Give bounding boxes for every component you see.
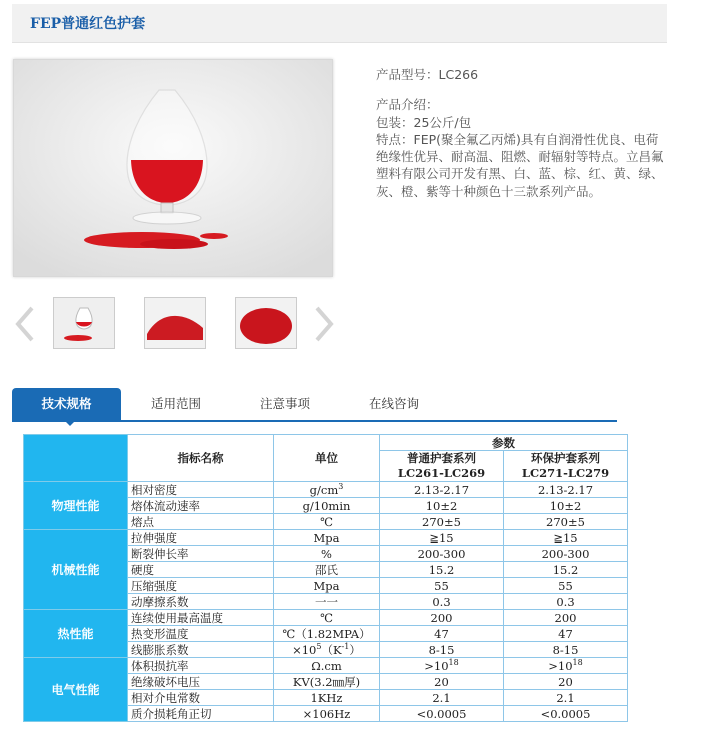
row-value-1: 200-300: [380, 546, 504, 562]
col-header-name: 指标名称: [128, 435, 274, 482]
row-value-1: 55: [380, 578, 504, 594]
row-unit: Mpa: [274, 578, 380, 594]
row-value-2: $>10^{18}$: [504, 658, 628, 674]
row-name: 相对密度: [128, 482, 274, 498]
row-name: 线膨胀系数: [128, 642, 274, 658]
row-value-1: 10±2: [380, 498, 504, 514]
row-name: 动摩擦系数: [128, 594, 274, 610]
row-value-2: <0.0005: [504, 706, 628, 722]
row-unit: Ω.cm: [274, 658, 380, 674]
table-corner: [24, 435, 128, 482]
row-name: 体积损抗率: [128, 658, 274, 674]
row-value-1: 0.3: [380, 594, 504, 610]
category-thermal: 热性能: [24, 610, 128, 658]
row-value-1: 15.2: [380, 562, 504, 578]
row-value-1: <0.0005: [380, 706, 504, 722]
category-physical: 物理性能: [24, 482, 128, 530]
row-unit: ℃: [274, 514, 380, 530]
category-electrical: 电气性能: [24, 658, 128, 722]
row-unit: KV(3.2㎜厚): [274, 674, 380, 690]
row-value-2: 55: [504, 578, 628, 594]
row-value-2: 2.1: [504, 690, 628, 706]
row-value-2: 10±2: [504, 498, 628, 514]
tab-applications[interactable]: 适用范围: [150, 396, 201, 411]
row-unit: 一一: [274, 594, 380, 610]
table-row: [24, 658, 628, 674]
row-unit: %: [274, 546, 380, 562]
thumbnail-3[interactable]: [235, 297, 297, 349]
row-name: 连续使用最高温度: [128, 610, 274, 626]
category-mechanical: 机械性能: [24, 530, 128, 610]
row-name: 拉伸强度: [128, 530, 274, 546]
series-1-range: LC261-LC269: [397, 466, 486, 480]
series-1-title: 普通护套系列: [407, 451, 476, 465]
row-value-2: 47: [504, 626, 628, 642]
row-name: 相对介电常数: [128, 690, 274, 706]
col-header-series-2: [504, 451, 628, 482]
row-value-2: ≧15: [504, 530, 628, 546]
tab-consult[interactable]: 在线咨询: [368, 396, 419, 411]
row-value-1: 20: [380, 674, 504, 690]
product-info: [376, 66, 666, 200]
row-value-1: 270±5: [380, 514, 504, 530]
product-package: 包装：25公斤/包: [376, 114, 472, 130]
tab-tech-specs[interactable]: 技术规格: [12, 388, 121, 420]
product-main-image: [13, 59, 333, 277]
row-unit: 1KHz: [274, 690, 380, 706]
row-value-1: 200: [380, 610, 504, 626]
row-unit: 邵氏: [274, 562, 380, 578]
row-value-2: 0.3: [504, 594, 628, 610]
page-title-bar: [12, 4, 667, 43]
col-header-params: 参数: [380, 435, 628, 451]
row-name: 熔点: [128, 514, 274, 530]
spec-table: [23, 434, 628, 722]
col-header-series-1: [380, 451, 504, 482]
row-value-1: $>10^{18}$: [380, 658, 504, 674]
page-title: FEP普通红色护套: [30, 16, 146, 32]
product-feature: 特点：FEP(聚全氟乙丙烯)具有自润滑性优良、电荷绝缘性优异、耐高温、阻燃、耐辐射等特点。立昌氟塑料有限公司开发有黑、白、蓝、棕、红、黄、绿、灰、橙、紫等十种颜色十三款系列产品。: [376, 131, 664, 199]
row-value-1: 2.1: [380, 690, 504, 706]
row-name: 硬度: [128, 562, 274, 578]
next-arrow-icon[interactable]: [311, 304, 337, 344]
table-row: [24, 482, 628, 498]
row-value-2: 8-15: [504, 642, 628, 658]
row-unit: $g/cm^3$: [274, 482, 380, 498]
row-value-1: 2.13-2.17: [380, 482, 504, 498]
table-row: [24, 530, 628, 546]
tab-notes[interactable]: 注意事项: [259, 396, 310, 411]
row-name: 绝缘破坏电压: [128, 674, 274, 690]
row-unit: $\times 10^5(K^{-1})$: [274, 642, 380, 658]
series-2-range: LC271-LC279: [521, 466, 610, 480]
row-value-1: ≧15: [380, 530, 504, 546]
row-value-2: 200: [504, 610, 628, 626]
col-header-unit: 单位: [274, 435, 380, 482]
row-value-2: 270±5: [504, 514, 628, 530]
row-value-1: 47: [380, 626, 504, 642]
thumbnail-2[interactable]: [144, 297, 206, 349]
row-value-2: 2.13-2.17: [504, 482, 628, 498]
row-name: 熔体流动速率: [128, 498, 274, 514]
thumbnail-1[interactable]: [53, 297, 115, 349]
row-unit: Mpa: [274, 530, 380, 546]
row-value-1: 8-15: [380, 642, 504, 658]
row-unit: ℃（1.82MPA）: [274, 626, 380, 642]
series-2-title: 环保护套系列: [531, 451, 600, 465]
row-unit: ×106Hz: [274, 706, 380, 722]
active-tab-indicator: [64, 420, 76, 426]
row-name: 热变形温度: [128, 626, 274, 642]
table-row: [24, 610, 628, 626]
row-name: 质介损耗角正切: [128, 706, 274, 722]
product-intro-label: 产品介绍：: [376, 97, 439, 113]
row-value-2: 20: [504, 674, 628, 690]
product-model: 产品型号：LC266: [376, 67, 479, 82]
row-value-2: 200-300: [504, 546, 628, 562]
row-unit: ℃: [274, 610, 380, 626]
row-unit: g/10min: [274, 498, 380, 514]
row-value-2: 15.2: [504, 562, 628, 578]
tab-bar: [12, 388, 617, 422]
row-name: 压缩强度: [128, 578, 274, 594]
prev-arrow-icon[interactable]: [12, 304, 38, 344]
row-name: 断裂伸长率: [128, 546, 274, 562]
